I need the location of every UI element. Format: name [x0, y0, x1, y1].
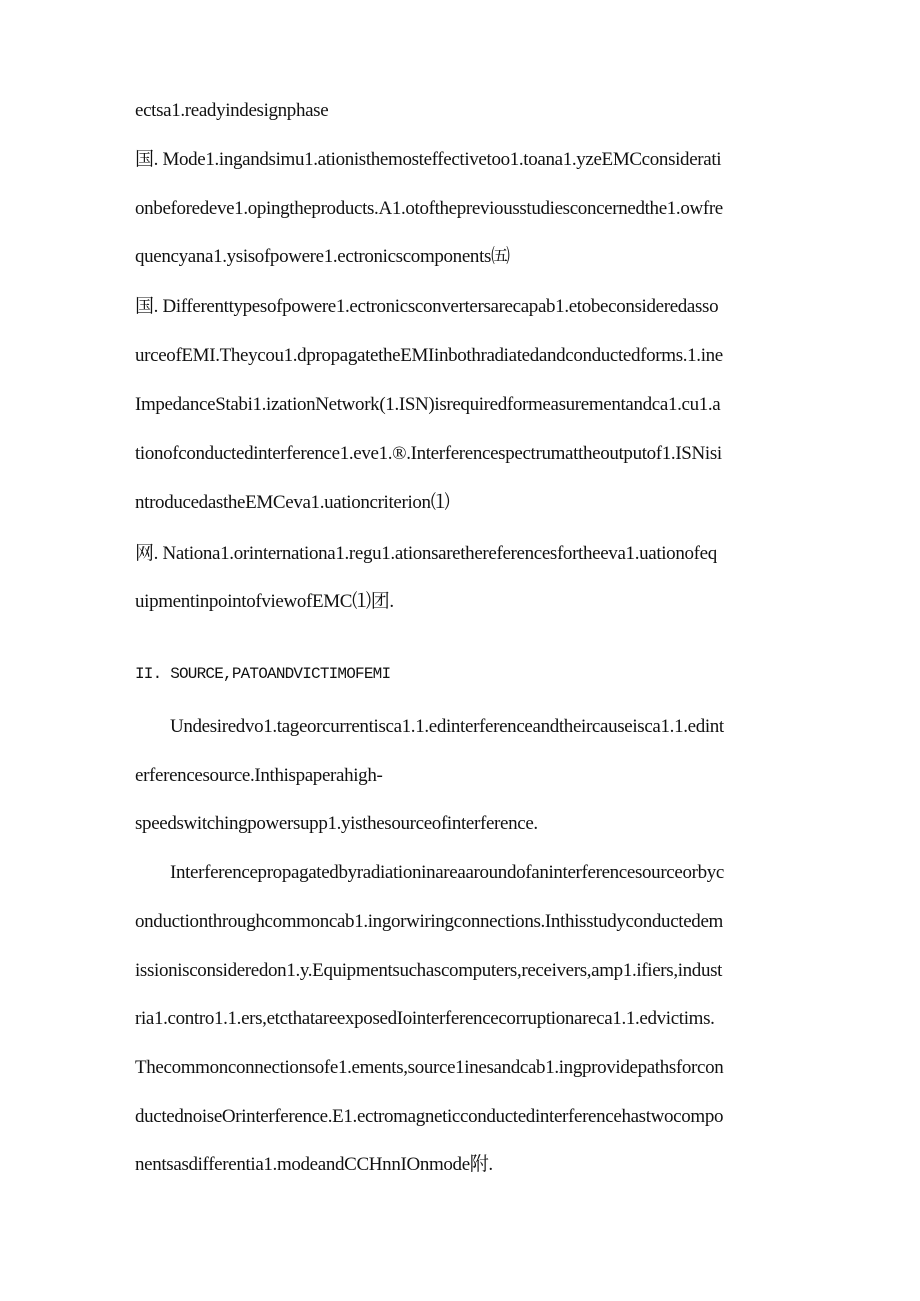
- text-line: erferencesource.Inthispaperahigh-: [135, 765, 383, 786]
- text-line: speedswitchingpowersupp1.yisthesourceofinterference.: [135, 813, 538, 834]
- text-line: urceofEMI.Theycou1.dpropagatetheEMIinbothradiatedandconductedforms.1.ine: [135, 345, 723, 366]
- text-line: onductionthroughcommoncab1.ingorwiringconnections.Inthisstudyconductedem: [135, 911, 723, 932]
- text-line: quencyana1.ysisofpowere1.ectronicscomponents㈤: [135, 246, 510, 267]
- text-line: uipmentinpointofviewofEMC⑴团.: [135, 591, 394, 612]
- text-line: tionofconductedinterference1.eve1.®.Interferencespectrumattheoutputof1.ISNisi: [135, 443, 722, 464]
- text-line: ectsa1.readyindesignphase: [135, 100, 329, 121]
- text-line: 国. Differenttypesofpowere1.ectronicsconvertersarecapab1.etobeconsideredasso: [135, 296, 719, 317]
- text-line: ductednoiseOrinterference.E1.ectromagneticconductedinterferencehastwocompo: [135, 1106, 724, 1127]
- text-line: 网. Nationa1.orinternationa1.regu1.ationsarethereferencesfortheeva1.uationofeq: [135, 543, 717, 564]
- text-line: ImpedanceStabi1.izationNetwork(1.ISN)isrequiredformeasurementandca1.cu1.a: [135, 394, 721, 415]
- text-line: ntroducedastheEMCeva1.uationcriterion⑴: [135, 492, 450, 513]
- text-line: Interferencepropagatedbyradiationinareaaroundofaninterferencesourceorbyc: [170, 862, 724, 883]
- text-line: issionisconsideredon1.y.Equipmentsuchascomputers,receivers,amp1.ifiers,indust: [135, 960, 723, 981]
- text-line: nentsasdifferentia1.modeandCCHnnIOnmode附.: [135, 1154, 493, 1175]
- text-line: onbeforedeve1.opingtheproducts.A1.otofthepreviousstudiesconcernedthe1.owfre: [135, 198, 723, 219]
- text-line: 国. Mode1.ingandsimu1.ationisthemosteffectivetoo1.toana1.yzeEMCconsiderati: [135, 149, 722, 170]
- section-heading: II. SOURCE,PATOANDVICTIMOFEMI: [135, 665, 391, 683]
- text-line: Undesiredvo1.tageorcurrentisca1.1.edinterferenceandtheircauseisca1.1.edint: [170, 716, 724, 737]
- text-line: Thecommonconnectionsofe1.ements,source1inesandcab1.ingprovidepathsforcon: [135, 1057, 724, 1078]
- text-line: ria1.contro1.1.ers,etcthatareexposedIointerferencecorruptionareca1.1.edvictims.: [135, 1008, 715, 1029]
